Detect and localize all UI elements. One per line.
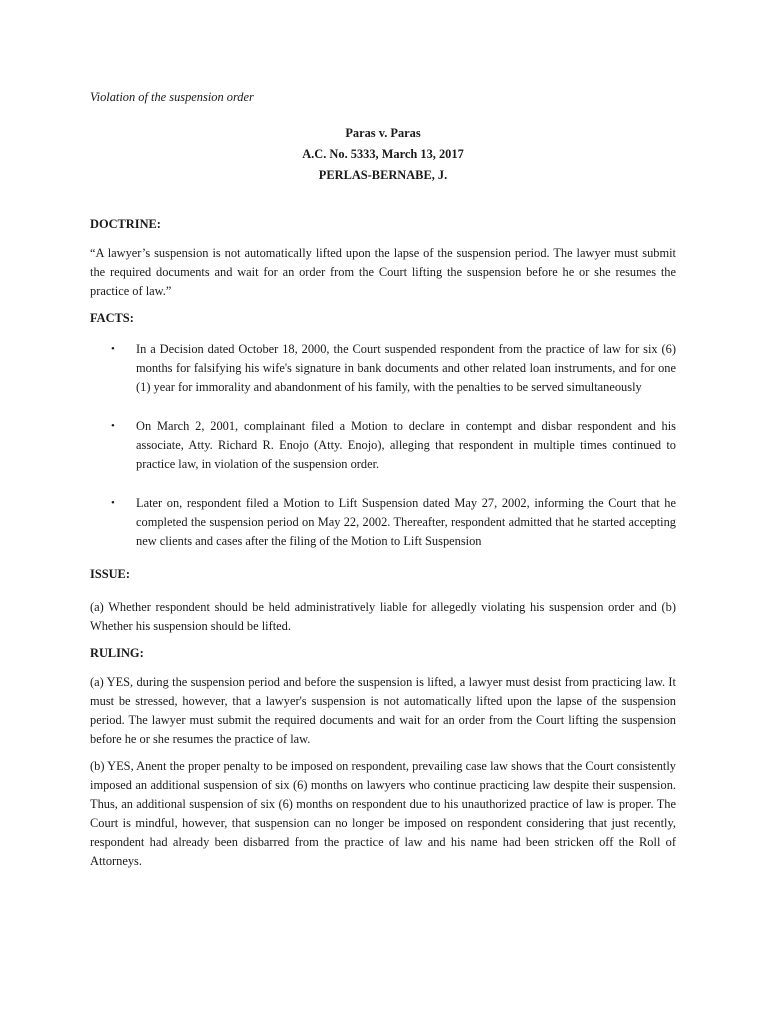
facts-heading: FACTS:: [90, 311, 134, 325]
ruling-heading: RULING:: [90, 646, 144, 660]
topic-heading: Violation of the suspension order: [90, 90, 254, 104]
issue-text: (a) Whether respondent should be held administratively liable for allegedly violating his suspension order and (b) Whether his suspension should be lifted.: [90, 600, 676, 633]
document-page: [90, 88, 676, 871]
case-header: [90, 123, 676, 186]
ruling-paragraph-a: (a) YES, during the suspension period and before the suspension is lifted, a lawyer must desist from practicing law. It must be stressed, however, that a lawyer's suspension is not automatically lifted upon the lapse of the suspension period. The lawyer must submit the required documents and wait for an order from the Court lifting the suspension before he or she resumes the practice of law.: [90, 675, 676, 746]
case-number: A.C. No. 5333, March 13, 2017: [302, 147, 464, 161]
case-title: Paras v. Paras: [345, 126, 421, 140]
list-item: [90, 340, 676, 397]
fact-text: Later on, respondent filed a Motion to Lift Suspension dated May 27, 2002, informing the Court that he completed the suspension period on May 22, 2002. Thereafter, respondent admitted that he started accepting new clients and cases after the filing of the Motion to Lift Suspension: [136, 496, 676, 548]
fact-text: In a Decision dated October 18, 2000, the Court suspended respondent from the practice of law for six (6) months for falsifying his wife's signature in bank documents and other related loan instruments, and for one (1) year for immorality and abandonment of his family, with the penalties to be served simultaneously: [136, 342, 676, 394]
bullet-icon: •: [111, 343, 115, 355]
ponente: PERLAS-BERNABE, J.: [318, 168, 448, 182]
doctrine-heading: DOCTRINE:: [90, 217, 161, 231]
fact-text: On March 2, 2001, complainant filed a Motion to declare in contempt and disbar respondent and his associate, Atty. Richard R. Enojo (Atty. Enojo), alleging that respondent in multiple times continued to practice law, in violation of the suspension order.: [136, 419, 676, 471]
ruling-paragraph-b: (b) YES, Anent the proper penalty to be imposed on respondent, prevailing case law shows that the Court consistently imposed an additional suspension of six (6) months on lawyers who continue practicing law despite their suspension. Thus, an additional suspension of six (6) months on respondent due to his unauthorized practice of law is proper. The Court is mindful, however, that suspension can no longer be imposed on respondent considering that just recently, respondent had already been disbarred from the practice of law and his name had been stricken off the Roll of Attorneys.: [90, 759, 676, 868]
bullet-icon: •: [111, 497, 115, 509]
bullet-icon: •: [111, 420, 115, 432]
issue-heading: ISSUE:: [90, 567, 130, 581]
facts-list: [90, 340, 676, 551]
doctrine-text: “A lawyer’s suspension is not automatically lifted upon the lapse of the suspension period. The lawyer must submit the required documents and wait for an order from the Court lifting the suspension before he or she resumes the practice of law.”: [90, 246, 676, 298]
list-item: [90, 494, 676, 551]
list-item: [90, 417, 676, 474]
